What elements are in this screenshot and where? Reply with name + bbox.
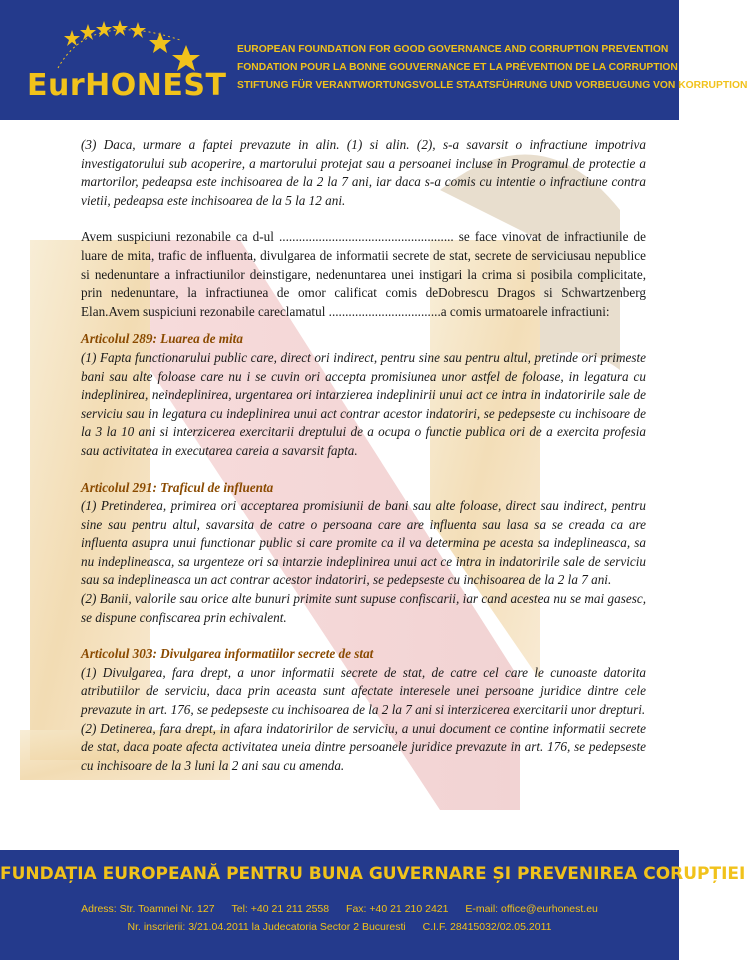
footer-registration: Nr. inscrierii: 3/21.04.2011 la Judecatoria Sector 2 Bucuresti xyxy=(127,921,406,933)
document-body xyxy=(81,136,646,775)
article-303-number: Articolul 303 xyxy=(81,646,153,662)
article-291-para-2: (2) Banii, valorile sau orice alte bunuri primite sunt supuse confiscarii, iar cand acestea nu se mai gasesc, se dispune confiscarea prin echivalent. xyxy=(81,591,646,625)
footer-foundation-name: FUNDAȚIA EUROPEANĂ PENTRU BUNA GUVERNARE ȘI PREVENIREA CORUPȚIEI xyxy=(0,864,746,884)
letterhead-footer xyxy=(0,850,746,960)
footer-address: Adress: Str. Toamnei Nr. 127 xyxy=(81,903,215,915)
article-303-heading: Articolul 303: Divulgarea informatiilor secrete de stat xyxy=(81,646,374,662)
article-303-name: Divulgarea informatiilor secrete de stat xyxy=(160,646,374,662)
letterhead-header xyxy=(0,0,747,120)
paragraph-suspicion: Avem suspiciuni rezonabile ca d-ul ..................................................... se face vinovat de infractiunile de luare de mita, trafic de influenta, divulgarea de informatii secrete de stat, secrete de serviciusau nepublice si nedenuntare a infractiunilor deinstigare, nedenuntarea unei instigari la crima si posibila complicitate, prin nedenuntare, la infractiunea de omor calificat comis deDobrescu Dragos si Schwartzenberg Elan.Avem suspiciuni rezonabile careclamatul ..................................a comis urmatoarele infractiuni: xyxy=(81,229,646,319)
article-289-heading: Articolul 289: Luarea de mita xyxy=(81,331,243,347)
article-289-name: Luarea de mita xyxy=(160,331,243,347)
article-303-para-2: (2) Detinerea, fara drept, in afara indatoririlor de serviciu, a unui document ce contine informatii secrete de stat, daca poate afecta activitatea uneia dintre persoanele juridice prevazute in art. 176, se pedepseste cu inchisoare de la 3 luni la 2 ani sau cu amenda. xyxy=(81,720,646,773)
article-303-para-1: (1) Divulgarea, fara drept, a unor informatii secrete de stat, de catre cel care le cunoaste datorita atributiilor de serviciu, daca prin aceasta sunt afectate interesele unei persoane juridice dintre cele prevazute in art. 176, se pedepseste cu inchisoarea de la 2 la 7 ani si interzicerea exercitarii unor drepturi. xyxy=(81,664,646,718)
article-291-heading: Articolul 291: Traficul de influenta xyxy=(81,479,274,495)
footer-registration-line xyxy=(0,921,679,933)
footer-tel: Tel: +40 21 211 2558 xyxy=(231,903,330,915)
article-289-para-1: (1) Fapta functionarului public care, direct ori indirect, pentru sine sau pentru altul, pretinde ori primeste bani sau alte foloase care nu i se cuvin ori accepta promisiunea unor astfel de foloase, in legatura cu indeplinirea, neindeplinirea, urgentarea ori intarzierea indeplinirii unui act ce intra in indatoririle sale de serviciu sau in legatura cu indeplinirea unui act contrar acestor indatoriri, se pedepseste cu inchisoare de la 3 la 10 ani si interzicerea exercitarii dreptului de a ocupa o functie publica ori de a exercita profesia sau activitatea in executarea careia a savarsit fapta. xyxy=(81,349,646,458)
foundation-name-en: EUROPEAN FOUNDATION FOR GOOD GOVERNANCE AND CORRUPTION PREVENTION xyxy=(237,44,669,55)
article-291-number: Articolul 291 xyxy=(81,479,153,495)
foundation-name-de: STIFTUNG FÜR VERANTWORTUNGSVOLLE STAATSFÜHRUNG UND VORBEUGUNG VON KORRUPTION xyxy=(237,80,747,91)
footer-email[interactable]: E-mail: office@eurhonest.eu xyxy=(465,903,598,915)
paragraph-alin3: (3) Daca, urmare a faptei prevazute in alin. (1) si alin. (2), s-a savarsit o infractiune impotriva investigatorului sub acoperire, a martorului protejat sau a persoanei incluse in Programul de protectie a martorilor, pedeapsa este inchisoarea de la 2 la 7 ani, iar daca s-a comis cu intentie o infractiune contra vietii, pedeapsa este inchisoarea de la 5 la 12 ani. xyxy=(81,137,646,208)
footer-fax: Fax: +40 21 210 2421 xyxy=(346,903,449,915)
eurhonest-logo-text: EurHONEST xyxy=(27,68,227,103)
foundation-name-lines xyxy=(237,41,747,95)
article-291-name: Traficul de influenta xyxy=(160,479,274,495)
footer-contact-line xyxy=(0,903,679,915)
footer-cif: C.I.F. 28415032/02.05.2011 xyxy=(422,921,552,933)
article-291-para-1: (1) Pretinderea, primirea ori acceptarea promisiunii de bani sau alte foloase, direct sau indirect, pentru sine sau pentru altul, savarsita de catre o persoana care are influenta sau lasa sa se creada ca are influenta asupra unui functionar public si care promite ca il va determina pe acesta sa indeplineasca, sa nu indeplineasca, sa urgenteze ori sa intarzie indeplinirea unui act ce intra in indatoririle sale de serviciu sau sa indeplineasca un act contrar acestor indatoriri, se pedepseste cu inchisoarea de la 2 la 7 ani. xyxy=(81,498,646,588)
article-289-number: Articolul 289 xyxy=(81,331,153,347)
foundation-name-fr: FONDATION POUR LA BONNE GOUVERNANCE ET LA PRÉVENTION DE LA CORRUPTION xyxy=(237,62,678,73)
